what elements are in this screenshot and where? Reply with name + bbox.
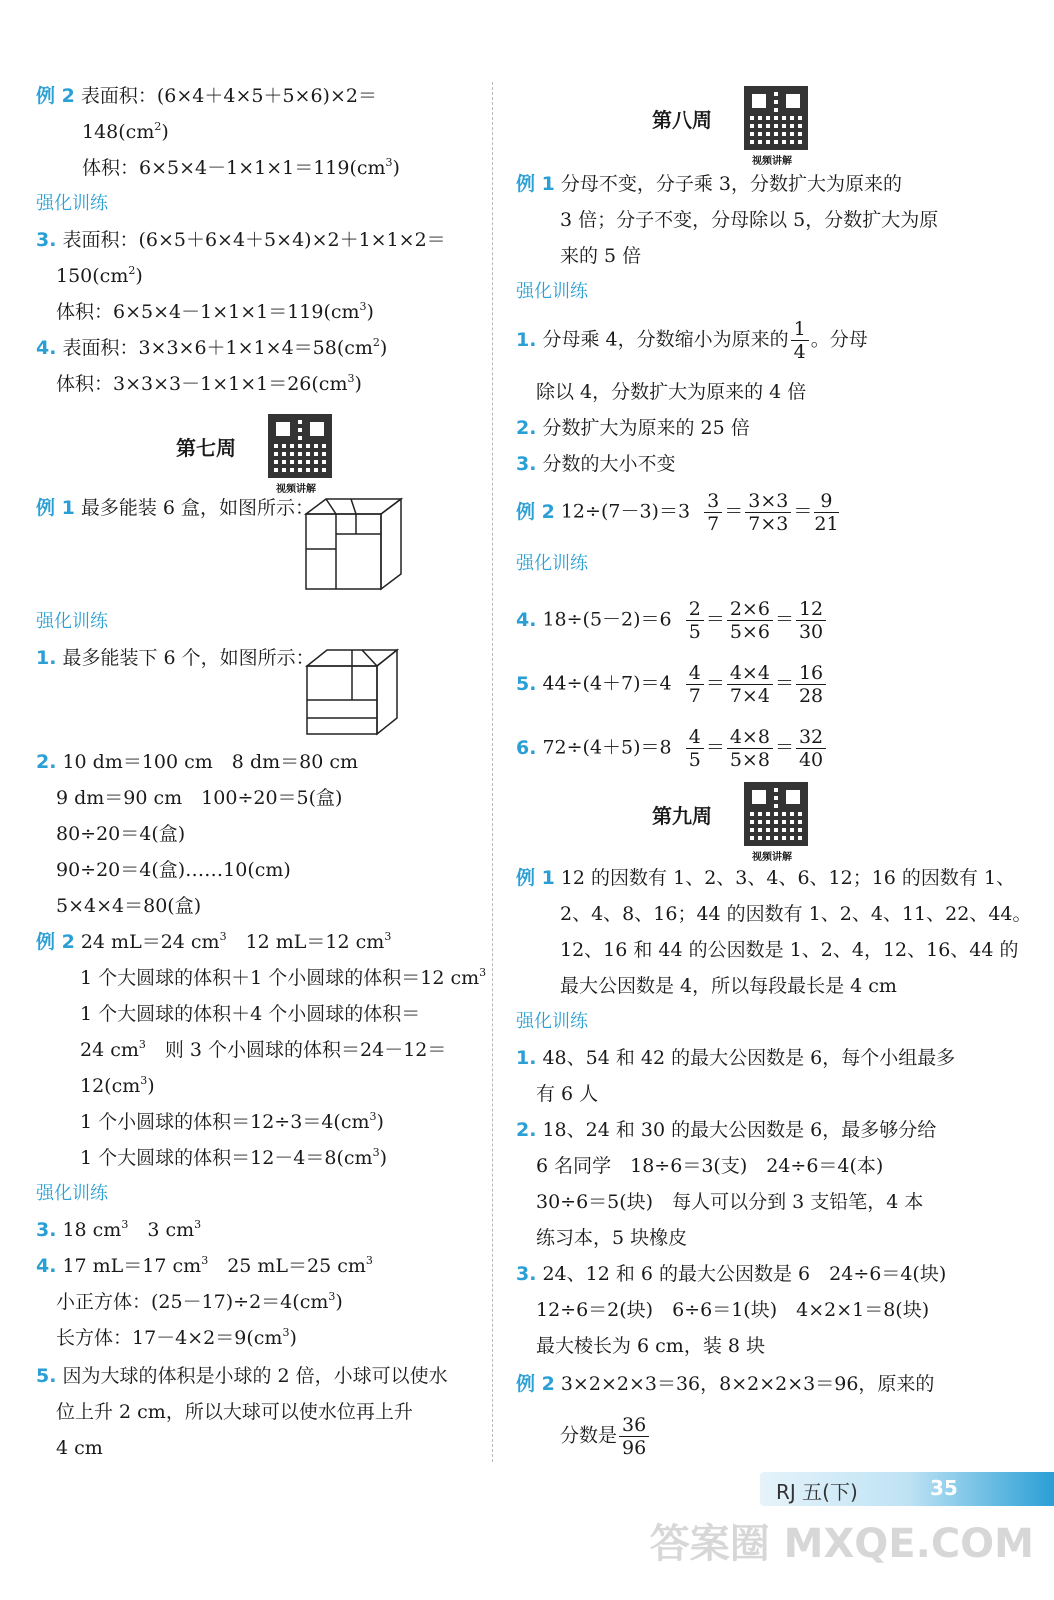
qr-caption: 视频讲解 — [752, 156, 792, 167]
w9-ex1-line: 2、4、8、16；44 的因数有 1、2、4、11、22、44。 — [560, 903, 1032, 925]
q3: 3. 表面积：(6×5＋6×4＋5×4)×2＋1×1×2＝ — [36, 229, 446, 251]
w9-q2-line: 30÷6＝5(块) 每人可以分到 3 支铅笔，4 本 — [536, 1191, 924, 1213]
fraction: $\frac{12}{30}$ — [796, 598, 826, 643]
section-heading: 强化训练 — [36, 611, 108, 632]
fraction: $\frac{36}{96}$ — [619, 1414, 649, 1459]
w7-ex1: 例 1 最多能装 6 盒，如图所示： — [36, 497, 315, 519]
w7-q2-line: 5×4×4＝80(盒) — [56, 895, 202, 917]
ex2-line: 例 2 表面积：(6×4＋4×5＋5×6)×2＝ — [36, 85, 377, 107]
q4-line: 体积：$3\times 3\times 3-1\times 1\times 1=26(cm^3)$ — [56, 372, 362, 395]
w7-q2-line: 9 dm＝90 cm 100÷20＝5(盒) — [56, 787, 343, 809]
w7-q3: 3. 18 $cm^3$ 3 $cm^3$ — [36, 1218, 202, 1241]
ex2-line: $148(cm^2)$ — [82, 120, 169, 143]
fraction: $\frac{1}{4}$ — [791, 318, 809, 363]
w7-q5-line: 位上升 2 cm，所以大球可以使水位再上升 — [56, 1401, 413, 1423]
w8-q4: 4. 18÷(5－2)＝6 $\frac{2}{5}$ ＝ $\frac{2\times 6}{5\times 6}$ ＝ $\frac{12}{30}$ — [516, 598, 828, 643]
w9-q3-line: 最大棱长为 6 cm，装 8 块 — [536, 1335, 765, 1357]
section-heading: 强化训练 — [36, 1183, 108, 1204]
w8-ex1-line: 3 倍；分子不变，分母除以 5，分数扩大为原 — [560, 209, 939, 231]
w7-q4-line: 小正方体：$(25-17)\div 2=4(cm^3)$ — [56, 1290, 343, 1313]
fraction: $\frac{16}{28}$ — [796, 662, 826, 707]
w8-q5: 5. 44÷(4＋7)＝4 $\frac{4}{7}$ ＝ $\frac{4\times 4}{7\times 4}$ ＝ $\frac{16}{28}$ — [516, 662, 828, 707]
w7-q4: 4. 17 mL＝17 $cm^3$ 25 mL＝25 $cm^3$ — [36, 1254, 373, 1277]
w9-q2-line: 6 名同学 18÷6＝3(支) 24÷6＝4(本) — [536, 1155, 884, 1177]
qr-caption: 视频讲解 — [752, 852, 792, 863]
w9-q3: 3. 24、12 和 6 的最大公因数是 6 24÷6＝4(块) — [516, 1263, 947, 1285]
w9-q1-line: 有 6 人 — [536, 1083, 599, 1105]
w7-q2-line: 80÷20＝4(盒) — [56, 823, 186, 845]
w8-q6: 6. 72÷(4＋5)＝8 $\frac{4}{5}$ ＝ $\frac{4\times 8}{5\times 8}$ ＝ $\frac{32}{40}$ — [516, 726, 828, 771]
w7-q2: 2. 10 dm＝100 cm 8 dm＝80 cm — [36, 751, 358, 773]
qr-code-icon[interactable] — [268, 414, 332, 478]
w7-ex2-line: 1 个大圆球的体积＋1 个小圆球的体积＝12 $cm^3$ — [80, 966, 487, 989]
fraction: $\frac{4}{7}$ — [686, 662, 704, 707]
fraction: $\frac{4}{5}$ — [686, 726, 704, 771]
w9-ex2-line: 分数是 $\frac{36}{96}$ — [560, 1414, 651, 1459]
qr-code-icon[interactable] — [744, 86, 808, 150]
w9-q2-line: 练习本，5 块橡皮 — [536, 1227, 688, 1249]
fraction: $\frac{32}{40}$ — [796, 726, 826, 771]
section-heading: 强化训练 — [36, 193, 108, 214]
w9-ex1-line: 12、16 和 44 的公因数是 1、2、4，12、16、44 的 — [560, 939, 1019, 961]
fraction: $\frac{2\times 6}{5\times 6}$ — [727, 598, 773, 643]
week-title: 第八周 — [652, 108, 712, 132]
w9-q3-line: 12÷6＝2(块) 6÷6＝1(块) 4×2×1＝8(块) — [536, 1299, 930, 1321]
w7-q2-line: 90÷20＝4(盒)……10(cm) — [56, 859, 291, 881]
w7-ex2-line: $12(cm^3)$ — [80, 1074, 155, 1097]
w9-ex1-line: 最大公因数是 4，所以每段最长是 4 cm — [560, 975, 897, 997]
section-heading: 强化训练 — [516, 281, 588, 302]
ex2-line: 体积：$6\times 5\times 4-1\times 1\times 1=119(cm^3)$ — [82, 156, 400, 179]
week-title: 第九周 — [652, 804, 712, 828]
watermark: 答案圈 MXQE.COM — [649, 1521, 1034, 1567]
w7-q5-line: 4 cm — [56, 1437, 103, 1459]
w9-ex1: 例 1 12 的因数有 1、2、3、4、6、12；16 的因数有 1、 — [516, 867, 1016, 889]
fraction: $\frac{3}{7}$ — [704, 490, 722, 535]
page-footer — [760, 1472, 1054, 1506]
w8-q1: 1. 分母乘 4，分数缩小为原来的 $\frac{1}{4}$ 。分母 — [516, 318, 868, 363]
w7-ex2-line: 1 个大圆球的体积＋4 个小圆球的体积＝ — [80, 1003, 421, 1025]
section-heading: 强化训练 — [516, 553, 588, 574]
q3-line: 体积：$6\times 5\times 4-1\times 1\times 1=119(cm^3)$ — [56, 300, 374, 323]
w8-ex1-line: 来的 5 倍 — [560, 245, 642, 267]
qr-code-icon[interactable] — [744, 782, 808, 846]
w7-ex2: 例 2 24 mL＝24 $cm^3$ 12 mL＝12 $cm^3$ — [36, 930, 392, 953]
qr-caption: 视频讲解 — [276, 484, 316, 495]
week-title: 第七周 — [176, 436, 236, 460]
w7-q1: 1. 最多能装下 6 个，如图所示： — [36, 647, 315, 669]
fraction: $\frac{3\times 3}{7\times 3}$ — [745, 490, 791, 535]
section-heading: 强化训练 — [516, 1011, 588, 1032]
fraction: $\frac{4\times 4}{7\times 4}$ — [727, 662, 773, 707]
w8-q1-line: 除以 4，分数扩大为原来的 4 倍 — [536, 381, 807, 403]
w9-q2: 2. 18、24 和 30 的最大公因数是 6，最多够分给 — [516, 1119, 937, 1141]
w9-ex2: 例 2 3×2×2×3＝36，8×2×2×3＝96，原来的 — [516, 1373, 935, 1395]
w9-q1: 1. 48、54 和 42 的最大公因数是 6，每个小组最多 — [516, 1047, 956, 1069]
w8-q3: 3. 分数的大小不变 — [516, 453, 676, 475]
q4: 4. 表面积：$3\times 3\times 6+1\times 1\times 4=58(cm^2)$ — [36, 336, 388, 359]
w7-q5: 5. 因为大球的体积是小球的 2 倍，小球可以使水 — [36, 1365, 448, 1387]
cube-stack-figure — [302, 646, 402, 738]
box-stack-figure — [296, 494, 406, 594]
w7-ex2-line: 1 个大圆球的体积$=12-4=8(cm^3)$ — [80, 1146, 387, 1169]
page-number: 35 — [930, 1476, 958, 1500]
q3-line: $150(cm^2)$ — [56, 264, 143, 287]
footer-label: RJ 五(下) — [776, 1480, 858, 1504]
fraction: $\frac{9}{21}$ — [814, 490, 839, 535]
fraction: $\frac{2}{5}$ — [686, 598, 704, 643]
column-divider — [492, 82, 493, 1462]
w7-ex2-line: 24 $cm^3$ 则 3 个小圆球的体积＝24－12＝ — [80, 1038, 447, 1061]
w8-ex1: 例 1 分母不变，分子乘 3，分数扩大为原来的 — [516, 173, 902, 195]
w7-q4-line: 长方体：$17-4\times 2=9(cm^3)$ — [56, 1326, 297, 1349]
w8-ex2: 例 2 12÷(7－3)＝3 $\frac{3}{7}$ ＝ $\frac{3\times 3}{7\times 3}$ ＝ $\frac{9}{21}$ — [516, 490, 839, 535]
fraction: $\frac{4\times 8}{5\times 8}$ — [727, 726, 773, 771]
w8-q2: 2. 分数扩大为原来的 25 倍 — [516, 417, 750, 439]
w7-ex2-line: 1 个小圆球的体积$=12\div 3=4(cm^3)$ — [80, 1110, 384, 1133]
